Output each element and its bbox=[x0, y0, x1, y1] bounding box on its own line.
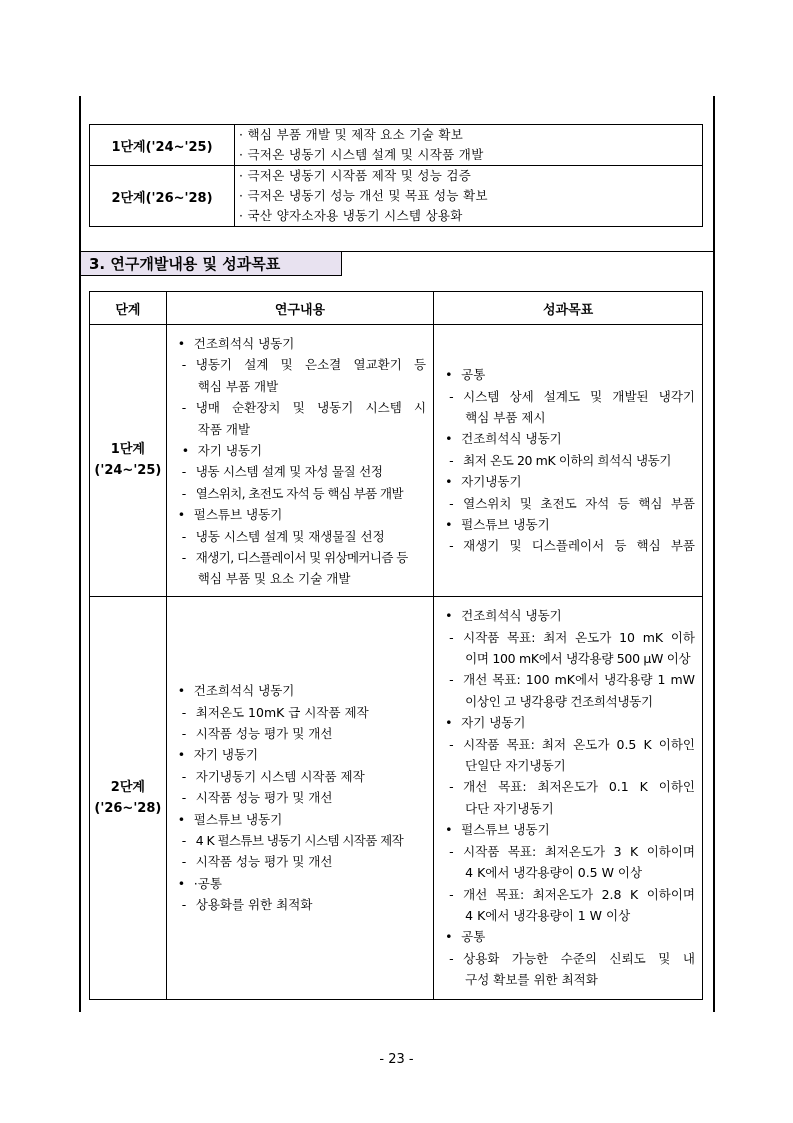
list-item: 4 K에서 냉각용량이 1 W 이상 bbox=[465, 907, 631, 923]
list-item: - 시스템 상세 설계도 및 개발된 냉각기 bbox=[441, 386, 695, 407]
list-item: - 냉동기 설계 및 은소결 열교환기 등 bbox=[174, 354, 426, 375]
list-item: - 열스위치 및 초전도 자석 등 핵심 부품 bbox=[441, 493, 695, 514]
table-row bbox=[90, 125, 703, 166]
section-heading: 3. 연구개발내용 및 성과목표 bbox=[80, 251, 342, 276]
table-header-row bbox=[90, 292, 703, 325]
list-item: • ·공통 bbox=[174, 873, 426, 894]
list-item: • 펄스튜브 냉동기 bbox=[441, 819, 695, 840]
header-goal: 성과목표 bbox=[434, 292, 703, 325]
list-item: - 재생기, 디스플레이서 및 위상메커니즘 등 bbox=[174, 547, 426, 568]
stage-name: 2단계 bbox=[110, 779, 145, 795]
list-item: • 자기 냉동기 bbox=[441, 712, 695, 733]
list-item: - 냉매 순환장치 및 냉동기 시스템 시 bbox=[174, 397, 426, 418]
list-item: 핵심 부품 제시 bbox=[465, 409, 546, 425]
list-item: · 핵심 부품 개발 및 제작 요소 기술 확보 bbox=[239, 127, 464, 142]
list-item: • 펄스튜브 냉동기 bbox=[174, 504, 426, 525]
stage-summary-table bbox=[89, 124, 703, 227]
list-item: - 시작품 목표: 최저온도가 3 K 이하이며 bbox=[441, 841, 695, 862]
list-item: · 국산 양자소자용 냉동기 시스템 상용화 bbox=[239, 208, 463, 223]
list-item: 구성 확보를 위한 최적화 bbox=[465, 972, 598, 988]
stage-period: ('24~'25) bbox=[94, 463, 162, 479]
research-content-cell bbox=[166, 325, 433, 597]
list-item: 이상인 고 냉각용량 건조희석냉동기 bbox=[465, 693, 653, 709]
list-item: • 공통 bbox=[441, 926, 695, 947]
table-row bbox=[90, 166, 703, 227]
list-item: - 재생기 및 디스플레이서 등 핵심 부품 bbox=[441, 535, 695, 556]
list-item: • 자기냉동기 bbox=[441, 471, 695, 492]
list-item: - 시작품 성능 평가 및 개선 bbox=[174, 851, 426, 872]
header-stage: 단계 bbox=[90, 292, 167, 325]
list-item: • 건조희석식 냉동기 bbox=[174, 333, 426, 354]
table-row bbox=[90, 325, 703, 597]
list-item: · 극저온 냉동기 성능 개선 및 목표 성능 확보 bbox=[239, 188, 488, 203]
list-item: • 자기 냉동기 bbox=[174, 744, 426, 765]
list-item: 작품 개발 bbox=[197, 421, 251, 437]
stage-label: 2단계('26~'28) bbox=[90, 166, 235, 227]
list-item: - 최저 온도 20 mK 이하의 희석식 냉동기 bbox=[441, 450, 695, 471]
performance-goal-cell bbox=[434, 596, 703, 999]
stage-items bbox=[235, 125, 703, 166]
stage-items bbox=[235, 166, 703, 227]
research-goals-table bbox=[89, 291, 703, 1000]
list-item: • 건조희석식 냉동기 bbox=[441, 428, 695, 449]
stage-cell bbox=[90, 325, 167, 597]
list-item: • 건조희석식 냉동기 bbox=[441, 605, 695, 626]
list-item: • 펄스튜브 냉동기 bbox=[174, 809, 426, 830]
stage-name: 1단계 bbox=[110, 442, 145, 458]
list-item: • 펄스튜브 냉동기 bbox=[441, 514, 695, 535]
list-item: - 4 K 펄스튜브 냉동기 시스템 시작품 제작 bbox=[174, 830, 426, 851]
list-item: · 극저온 냉동기 시스템 설계 및 시작품 개발 bbox=[239, 147, 484, 162]
stage-cell bbox=[90, 596, 167, 999]
list-item: - 최저온도 10mK 급 시작품 제작 bbox=[174, 702, 426, 723]
right-margin-line bbox=[713, 96, 715, 1012]
list-item: - 냉동 시스템 설계 및 자성 물질 선정 bbox=[174, 461, 426, 482]
list-item: - 자기냉동기 시스템 시작품 제작 bbox=[174, 766, 426, 787]
list-item: - 상용화 가능한 수준의 신뢰도 및 내 bbox=[441, 948, 695, 969]
table-row bbox=[90, 596, 703, 999]
stage-period: ('26~'28) bbox=[94, 800, 162, 816]
list-item: - 시작품 성능 평가 및 개선 bbox=[174, 787, 426, 808]
list-item: 다단 자기냉동기 bbox=[465, 800, 554, 816]
page-number: - 23 - bbox=[379, 1052, 414, 1067]
list-item: - 상용화를 위한 최적화 bbox=[174, 894, 426, 915]
list-item: - 개선 목표: 최저온도가 2.8 K 이하이며 bbox=[441, 884, 695, 905]
list-item: 핵심 부품 및 요소 기술 개발 bbox=[197, 571, 351, 587]
left-margin-line bbox=[79, 96, 81, 1012]
research-content-cell bbox=[166, 596, 433, 999]
list-item: • 공통 bbox=[441, 364, 695, 385]
list-item: - 열스위치, 초전도 자석 등 핵심 부품 개발 bbox=[174, 483, 426, 504]
list-item: • 건조희석식 냉동기 bbox=[174, 680, 426, 701]
list-item: 핵심 부품 개발 bbox=[197, 378, 279, 394]
header-content: 연구내용 bbox=[166, 292, 433, 325]
list-item: - 개선 목표: 최저온도가 0.1 K 이하인 bbox=[441, 776, 695, 797]
list-item: - 시작품 성능 평가 및 개선 bbox=[174, 723, 426, 744]
list-item: - 시작품 목표: 최저 온도가 0.5 K 이하인 bbox=[441, 734, 695, 755]
stage-label: 1단계('24~'25) bbox=[90, 125, 235, 166]
list-item: 4 K에서 냉각용량이 0.5 W 이상 bbox=[465, 865, 643, 881]
list-item: - 개선 목표: 100 mK에서 냉각용량 1 mW bbox=[441, 669, 695, 690]
performance-goal-cell bbox=[434, 325, 703, 597]
list-item: 이며 100 mK에서 냉각용량 500 μW 이상 bbox=[465, 651, 691, 667]
list-item: • 자기 냉동기 bbox=[174, 440, 426, 461]
list-item: - 시작품 목표: 최저 온도가 10 mK 이하 bbox=[441, 627, 695, 648]
list-item: - 냉동 시스템 설계 및 재생물질 선정 bbox=[174, 526, 426, 547]
list-item: 단일단 자기냉동기 bbox=[465, 758, 566, 774]
list-item: · 극저온 냉동기 시작품 제작 및 성능 검증 bbox=[239, 168, 472, 183]
